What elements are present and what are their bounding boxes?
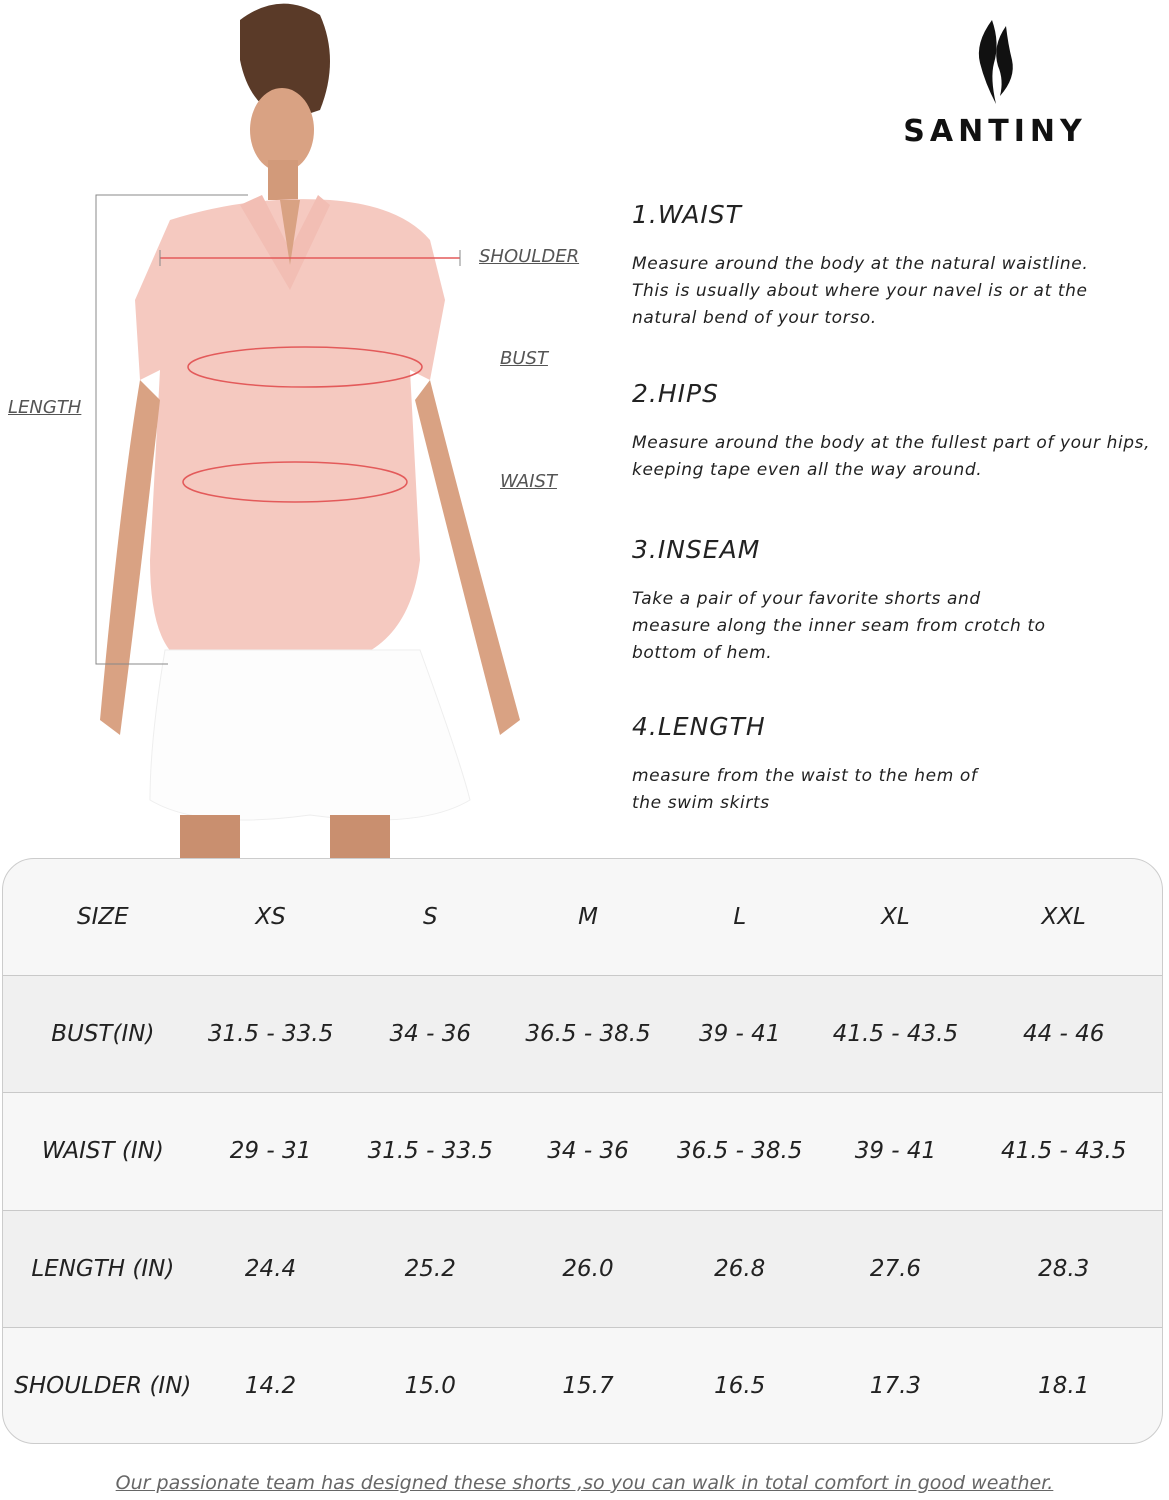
section-waist <box>632 200 1088 332</box>
section-text: Measure around the body at the natural waistline. This is usually about where your navel is or at the natural bend of your torso. <box>632 254 1089 328</box>
table-cell: 25.2 <box>404 1255 456 1282</box>
table-cell: 34 - 36 <box>389 1021 471 1048</box>
footer-text: Our passionate team has designed these shorts ,so you can walk in total comfort in good weather. <box>115 1472 1054 1494</box>
table-cell: S <box>422 904 438 931</box>
table-cell: 27.6 <box>869 1255 922 1282</box>
row-label: WAIST (IN) <box>41 1138 164 1165</box>
table-row <box>3 1328 1162 1444</box>
label-length: LENGTH <box>8 397 82 418</box>
table-cell: 26.0 <box>562 1255 614 1282</box>
label-waist: WAIST <box>500 471 557 492</box>
table-cell: 14.2 <box>244 1373 297 1400</box>
section-text: Take a pair of your favorite shorts and measure along the inner seam from crotch to bottom of hem. <box>632 589 1046 663</box>
table-cell: 31.5 - 33.5 <box>207 1021 334 1048</box>
footer-note <box>0 1472 1169 1494</box>
table-cell: M <box>578 904 598 931</box>
label-shoulder: SHOULDER <box>479 246 580 267</box>
table-cell: 44 - 46 <box>1022 1021 1105 1048</box>
table-cell: 39 - 41 <box>698 1021 781 1048</box>
table-cell: 31.5 - 33.5 <box>367 1138 493 1165</box>
section-inseam <box>632 535 1046 667</box>
table-row <box>3 1093 1162 1210</box>
flame-logo-icon <box>970 18 1020 106</box>
section-text: Measure around the body at the fullest part of your hips, keeping tape even all the way around. <box>632 433 1151 480</box>
table-cell: 26.8 <box>714 1255 766 1282</box>
section-title: 1.WAIST <box>632 200 742 229</box>
row-label: BUST(IN) <box>51 1021 155 1048</box>
table-cell: 41.5 - 43.5 <box>832 1021 959 1048</box>
table-cell: 29 - 31 <box>229 1138 312 1165</box>
size-table <box>2 858 1163 1444</box>
table-cell: 41.5 - 43.5 <box>1001 1138 1127 1165</box>
table-cell: 36.5 - 38.5 <box>677 1138 803 1165</box>
table-row <box>3 1211 1162 1328</box>
brand-logo <box>900 18 1090 149</box>
label-bust: BUST <box>500 348 548 369</box>
table-cell: XXL <box>1041 904 1086 931</box>
section-text: measure from the waist to the hem of the swim skirts <box>632 766 978 813</box>
table-cell: 18.1 <box>1038 1373 1090 1400</box>
section-title: 4.LENGTH <box>632 712 766 741</box>
section-length <box>632 712 978 817</box>
table-cell: 24.4 <box>244 1255 297 1282</box>
table-cell: 28.3 <box>1038 1255 1090 1282</box>
table-cell: 39 - 41 <box>854 1138 937 1165</box>
table-row <box>3 976 1162 1093</box>
row-label: SIZE <box>76 904 129 931</box>
section-hips <box>632 379 1150 484</box>
brand-name: SANTINY <box>903 114 1087 149</box>
section-title: 2.HIPS <box>632 379 719 408</box>
table-cell: XS <box>255 904 286 931</box>
table-cell: XL <box>881 904 910 931</box>
table-cell: 34 - 36 <box>547 1138 629 1165</box>
table-cell: 15.7 <box>562 1373 614 1400</box>
table-cell: 15.0 <box>404 1373 456 1400</box>
row-label: SHOULDER (IN) <box>14 1373 192 1400</box>
table-cell: L <box>733 904 747 931</box>
row-label: LENGTH (IN) <box>31 1255 175 1282</box>
table-header-row <box>3 859 1162 976</box>
table-cell: 17.3 <box>869 1373 922 1400</box>
table-cell: 16.5 <box>714 1373 766 1400</box>
model-photo <box>90 0 540 860</box>
section-title: 3.INSEAM <box>632 535 761 564</box>
table-cell: 36.5 - 38.5 <box>525 1021 651 1048</box>
